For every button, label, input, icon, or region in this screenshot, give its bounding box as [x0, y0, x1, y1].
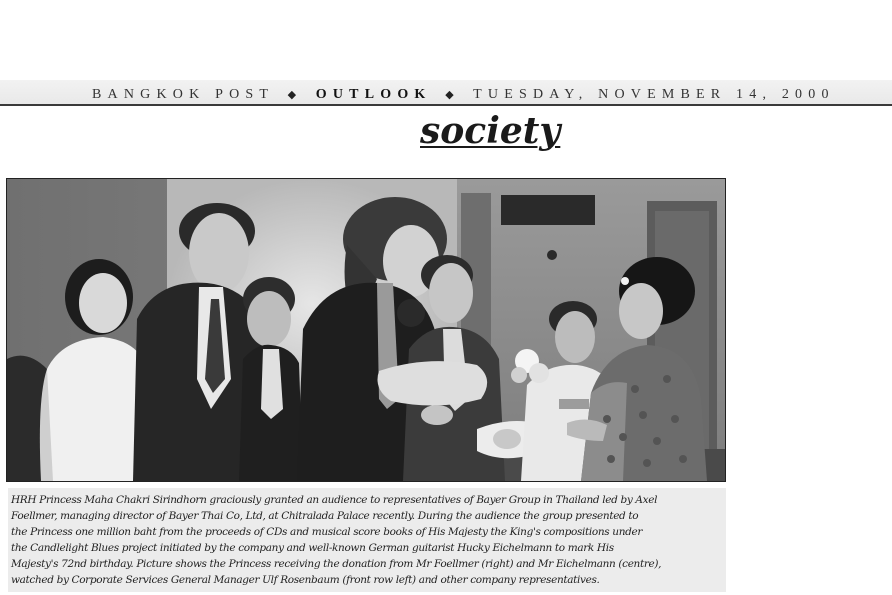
caption-line: Foellmer, managing director of Bayer Thai Co, Ltd, at Chitralada Palace recently. During the audience the group presented to — [11, 510, 639, 522]
caption-line: the Princess one million baht from the proceeds of CDs and musical score books of His Majesty the King's compositions under — [11, 526, 643, 538]
caption-line: HRH Princess Maha Chakri Sirindhorn graciously granted an audience to representatives of Bayer Group in Thailand led by Axel — [11, 494, 658, 506]
caption-line: the Candlelight Blues project initiated by the company and well-known German guitarist Hucky Eichelmann to mark His — [11, 542, 614, 554]
diamond-separator-icon: ◆ — [287, 89, 297, 101]
section-title: society — [420, 110, 561, 152]
news-photo — [6, 178, 726, 482]
masthead-bar — [0, 80, 892, 106]
publication-name: BANGKOK POST — [92, 87, 274, 102]
diamond-separator-icon: ◆ — [445, 89, 454, 101]
caption-line: watched by Corporate Services General Manager Ulf Rosenbaum (front row left) and other company representatives. — [11, 574, 600, 586]
photo-caption — [8, 488, 726, 592]
issue-date: TUESDAY, NOVEMBER 14, 2000 — [473, 87, 835, 102]
section-name: OUTLOOK — [315, 87, 432, 102]
photo-image — [7, 179, 725, 481]
caption-line: Majesty's 72nd birthday. Picture shows the Princess receiving the donation from Mr Foellmer (right) and Mr Eichelmann (centre), — [11, 558, 662, 570]
masthead — [92, 87, 835, 103]
